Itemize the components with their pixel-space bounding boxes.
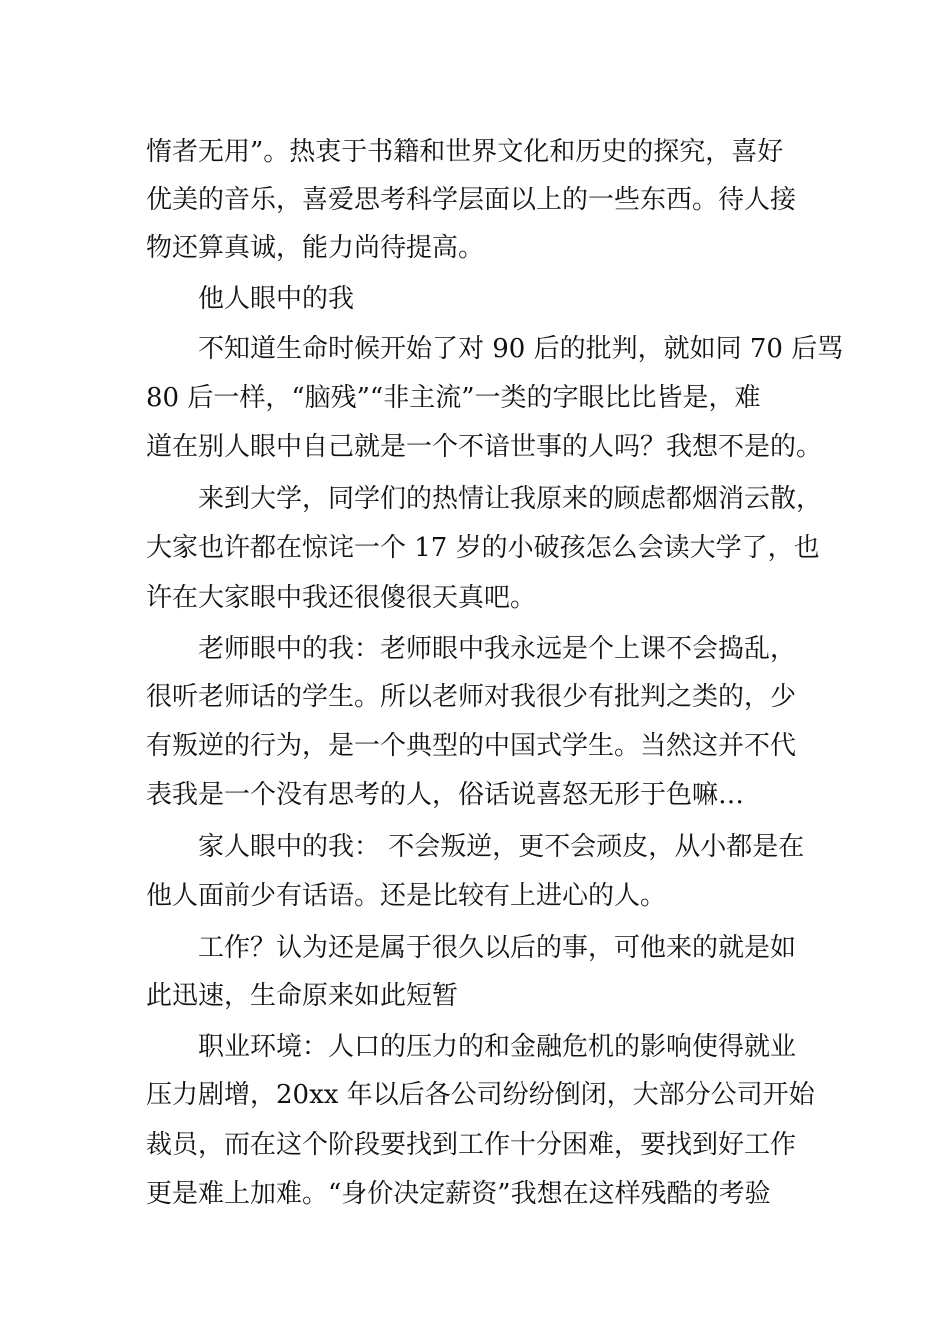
- text-line: 裁员，而在这个阶段要找到工作十分困难，要找到好工作: [146, 1130, 797, 1160]
- text-line: 物还算真诚，能力尚待提高。: [146, 233, 485, 263]
- text-line: 大家也许都在惊诧一个 17 岁的小破孩怎么会读大学了，也: [146, 533, 820, 563]
- text-line: 不知道生命时候开始了对 90 后的批判，就如同 70 后骂: [198, 334, 844, 364]
- text-line: 优美的音乐，喜爱思考科学层面以上的一些东西。待人接: [146, 185, 797, 215]
- text-line: 许在大家眼中我还很傻很天真吧。: [146, 583, 537, 613]
- text-line: 压力剧增，20xx 年以后各公司纷纷倒闭，大部分公司开始: [146, 1080, 815, 1110]
- text-line: 很听老师话的学生。所以老师对我很少有批判之类的，少: [146, 682, 797, 712]
- text-line: 职业环境：人口的压力的和金融危机的影响使得就业: [198, 1032, 797, 1062]
- text-line: 来到大学，同学们的热情让我原来的顾虑都烟消云散，: [198, 484, 823, 514]
- text-line: 此迅速，生命原来如此短暂: [146, 981, 459, 1011]
- text-line: 有叛逆的行为，是一个典型的中国式学生。当然这并不代: [146, 731, 797, 761]
- text-line: 他人面前少有话语。还是比较有上进心的人。: [146, 881, 667, 911]
- text-line: 工作？认为还是属于很久以后的事，可他来的就是如: [198, 933, 797, 963]
- text-line: 家人眼中的我： 不会叛逆，更不会顽皮，从小都是在: [198, 832, 805, 862]
- text-line: 更是难上加难。“身价决定薪资”我想在这样残酷的考验: [146, 1179, 771, 1209]
- text-line: 老师眼中的我：老师眼中我永远是个上课不会捣乱，: [198, 634, 797, 664]
- text-line: 道在别人眼中自己就是一个不谙世事的人吗？我想不是的。: [146, 432, 823, 462]
- text-line: 表我是一个没有思考的人，俗话说喜怒无形于色嘛…: [146, 780, 745, 810]
- text-line: 80 后一样，“脑残”“非主流”一类的字眼比比皆是，难: [146, 383, 761, 413]
- text-line: 惰者无用”。热衷于书籍和世界文化和历史的探究，喜好: [146, 137, 784, 167]
- section-heading: 他人眼中的我: [198, 284, 355, 314]
